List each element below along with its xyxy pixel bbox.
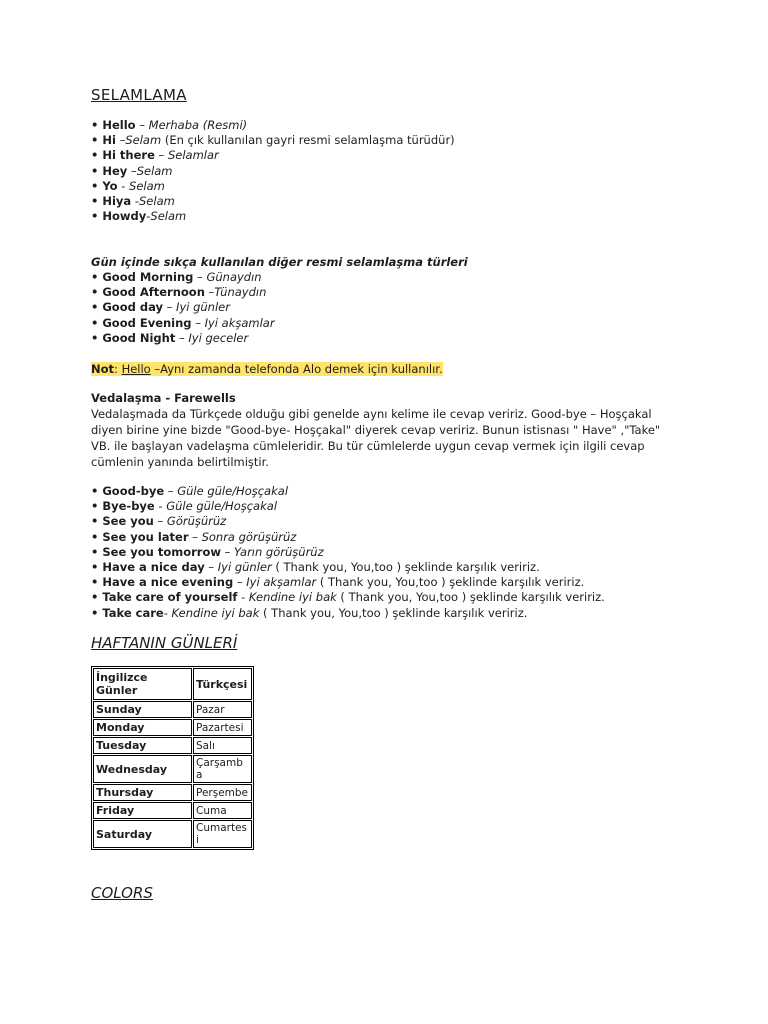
vedalasma-item — [91, 560, 540, 575]
vedalasma-item — [91, 545, 324, 560]
selamlama-term: Hi — [102, 133, 116, 148]
day-en: Saturday — [93, 820, 192, 848]
note-word: Hello — [121, 362, 151, 376]
selamlama-item — [91, 194, 175, 209]
vedalasma-note: ( Thank you, You,too ) şeklinde karşılık veririz. — [271, 560, 540, 574]
day-en: Thursday — [93, 784, 192, 801]
vedalasma-meaning: Iyi akşamlar — [246, 575, 317, 590]
resmi-separator: – — [204, 285, 215, 300]
selamlama-separator: – — [135, 118, 149, 132]
selamlama-meaning: Selam — [129, 178, 165, 193]
resmi-item — [91, 300, 230, 315]
vedalasma-term: Take care of yourself — [102, 590, 238, 605]
selamlama-separator: – — [154, 148, 168, 163]
vedalasma-term: Have a nice day — [102, 560, 205, 574]
bullet: • — [91, 163, 103, 178]
selamlama-separator: - — [117, 178, 130, 193]
resmi-item — [91, 316, 275, 331]
day-tr: Cuma — [193, 802, 252, 819]
bullet: • — [91, 178, 103, 193]
table-row — [93, 719, 252, 736]
bullet: • — [91, 330, 103, 345]
vedalasma-separator: – — [204, 560, 218, 574]
selamlama-term: Howdy — [102, 209, 147, 224]
resmi-meaning: Tünaydın — [214, 285, 267, 300]
vedalasma-meaning: Sonra görüşürüz — [201, 529, 297, 544]
table-header-row — [93, 668, 252, 700]
bullet: • — [91, 484, 103, 498]
resmi-term: Good Morning — [102, 270, 194, 284]
bullet: • — [91, 544, 103, 559]
resmi-separator: – — [193, 270, 207, 284]
vedalasma-item — [91, 530, 296, 545]
resmi-separator: – — [191, 315, 205, 330]
vedalasma-separator: - — [163, 605, 172, 620]
vedalasma-term: See you later — [102, 529, 189, 544]
vedalasma-item — [91, 590, 605, 605]
day-tr: Salı — [193, 737, 252, 754]
vedalasma-item — [91, 575, 584, 590]
bullet: • — [91, 209, 103, 224]
note-colon: : — [114, 362, 122, 376]
table-row — [93, 701, 252, 718]
selamlama-meaning: Selam — [136, 163, 173, 178]
vedalasma-separator: – — [233, 575, 247, 590]
selamlama-separator: – — [115, 133, 126, 148]
vedalasma-meaning: Güle güle/Hoşçakal — [177, 484, 289, 498]
bullet: • — [91, 148, 103, 163]
resmi-meaning: Iyi günler — [176, 300, 230, 315]
vedalasma-paragraph: Vedalaşmada da Türkçede olduğu gibi genelde aynı kelime ile cevap veririz. Good-bye – Hoşçakal diyen birine yine bizde "Good-bye- Hoşçakal" diyerek cevap veririz. Bunun istisnası " Have" ,"Take" VB. ile başlayan vadelaşma cümleleridir. Bu tür cümlelerde uygun cevap vermek için ilgili cevap cümlenin yanında belirtilmiştir. — [91, 407, 661, 469]
vedalasma-meaning: Görüşürüz — [166, 514, 227, 529]
selamlama-meaning: Selam — [150, 209, 187, 224]
vedalasma-item — [91, 514, 226, 529]
selamlama-separator: - — [146, 209, 151, 224]
resmi-meaning: Günaydın — [206, 270, 262, 284]
bullet: • — [91, 118, 103, 132]
selamlama-separator: – — [127, 163, 137, 178]
selamlama-item — [91, 164, 173, 179]
bullet: • — [91, 575, 103, 590]
vedalasma-item — [91, 499, 277, 514]
selamlama-meaning: Merhaba (Resmi) — [148, 118, 248, 132]
selamlama-item — [91, 148, 219, 163]
table-row — [93, 755, 252, 783]
note-text: –Aynı zamanda telefonda Alo demek için kullanılır. — [150, 362, 443, 376]
resmi-item — [91, 270, 262, 285]
selamlama-item — [91, 133, 455, 148]
days-table — [91, 666, 254, 850]
selamlama-meaning: Selamlar — [167, 148, 219, 163]
col-header-en: İngilizce Günler — [93, 668, 192, 700]
table-row — [93, 784, 252, 801]
bullet: • — [91, 285, 103, 300]
day-tr: Cumartesi — [193, 820, 252, 848]
vedalasma-term: See you — [102, 514, 154, 529]
vedalasma-item — [91, 606, 527, 621]
selamlama-term: Hey — [102, 163, 128, 178]
resmi-term: Good Evening — [102, 315, 192, 330]
selamlama-separator: - — [131, 194, 139, 208]
day-tr: Pazar — [193, 701, 252, 718]
selamlama-term: Hiya — [102, 194, 132, 208]
resmi-term: Good Afternoon — [102, 285, 205, 300]
note-line — [91, 362, 443, 377]
vedalasma-item — [91, 484, 288, 499]
vedalasma-note: ( Thank you, You,too ) şeklinde karşılık veririz. — [259, 605, 528, 620]
day-tr: Perşembe — [193, 784, 252, 801]
resmi-term: Good Night — [102, 330, 176, 345]
vedalasma-meaning: Yarın görüşürüz — [234, 544, 324, 559]
table-row — [93, 802, 252, 819]
vedalasma-term: See you tomorrow — [102, 544, 221, 559]
selamlama-item — [91, 179, 165, 194]
bullet: • — [91, 194, 103, 208]
selamlama-term: Hello — [102, 118, 136, 132]
resmi-item — [91, 285, 266, 300]
selamlama-heading: SELAMLAMA — [91, 86, 187, 104]
vedalasma-heading: Vedalaşma - Farewells — [91, 391, 236, 405]
col-header-tr: Türkçesi — [193, 668, 252, 700]
vedalasma-note: ( Thank you, You,too ) şeklinde karşılık veririz. — [316, 575, 585, 590]
vedalasma-term: Have a nice evening — [102, 575, 234, 590]
vedalasma-separator: – — [188, 529, 202, 544]
table-row — [93, 820, 252, 848]
selamlama-note: (En çık kullanılan gayri resmi selamlaşma türüdür) — [161, 133, 455, 148]
vedalasma-separator: – — [220, 544, 235, 559]
bullet: • — [91, 514, 103, 529]
vedalasma-meaning: Kendine iyi bak — [171, 605, 260, 620]
day-en: Sunday — [93, 701, 192, 718]
resmi-meaning: Iyi geceler — [188, 330, 249, 345]
day-en: Friday — [93, 802, 192, 819]
selamlama-item — [91, 209, 186, 224]
resmi-separator: – — [175, 330, 189, 345]
vedalasma-meaning: Kendine iyi bak — [248, 590, 337, 605]
day-en: Monday — [93, 719, 192, 736]
resmi-separator: – — [162, 300, 177, 315]
vedalasma-separator: - — [237, 590, 249, 605]
bullet: • — [91, 499, 103, 514]
note-label: Not — [91, 362, 115, 376]
day-tr: Çarşamba — [193, 755, 252, 783]
vedalasma-term: Good-bye — [102, 484, 165, 498]
resmi-item — [91, 331, 248, 346]
vedalasma-meaning: Güle güle/Hoşçakal — [166, 499, 278, 514]
selamlama-term: Hi there — [102, 148, 155, 163]
selamlama-term: Yo — [102, 178, 118, 193]
bullet: • — [91, 270, 103, 284]
vedalasma-separator: – — [153, 514, 167, 529]
selamlama-item — [91, 118, 247, 133]
bullet: • — [91, 315, 103, 330]
vedalasma-note: ( Thank you, You,too ) şeklinde karşılık veririz. — [336, 590, 605, 605]
selamlama-meaning: Selam — [139, 194, 175, 208]
vedalasma-separator: – — [164, 484, 178, 498]
bullet: • — [91, 605, 103, 620]
bullet: • — [91, 133, 103, 148]
haftanin-heading: HAFTANIN GÜNLERİ — [91, 634, 238, 652]
bullet: • — [91, 590, 103, 605]
resmi-meaning: Iyi akşamlar — [204, 315, 275, 330]
bullet: • — [91, 560, 103, 574]
selamlama-meaning: Selam — [125, 133, 162, 148]
vedalasma-meaning: Iyi günler — [217, 560, 272, 574]
bullet: • — [91, 529, 103, 544]
resmi-heading: Gün içinde sıkça kullanılan diğer resmi selamlaşma türleri — [91, 255, 468, 269]
resmi-term: Good day — [102, 300, 163, 315]
vedalasma-term: Take care — [102, 605, 164, 620]
bullet: • — [91, 300, 103, 315]
vedalasma-separator: - — [154, 499, 167, 514]
day-en: Tuesday — [93, 737, 192, 754]
day-en: Wednesday — [93, 755, 192, 783]
table-row — [93, 737, 252, 754]
colors-heading: COLORS — [91, 884, 153, 902]
vedalasma-term: Bye-bye — [102, 499, 155, 514]
day-tr: Pazartesi — [193, 719, 252, 736]
